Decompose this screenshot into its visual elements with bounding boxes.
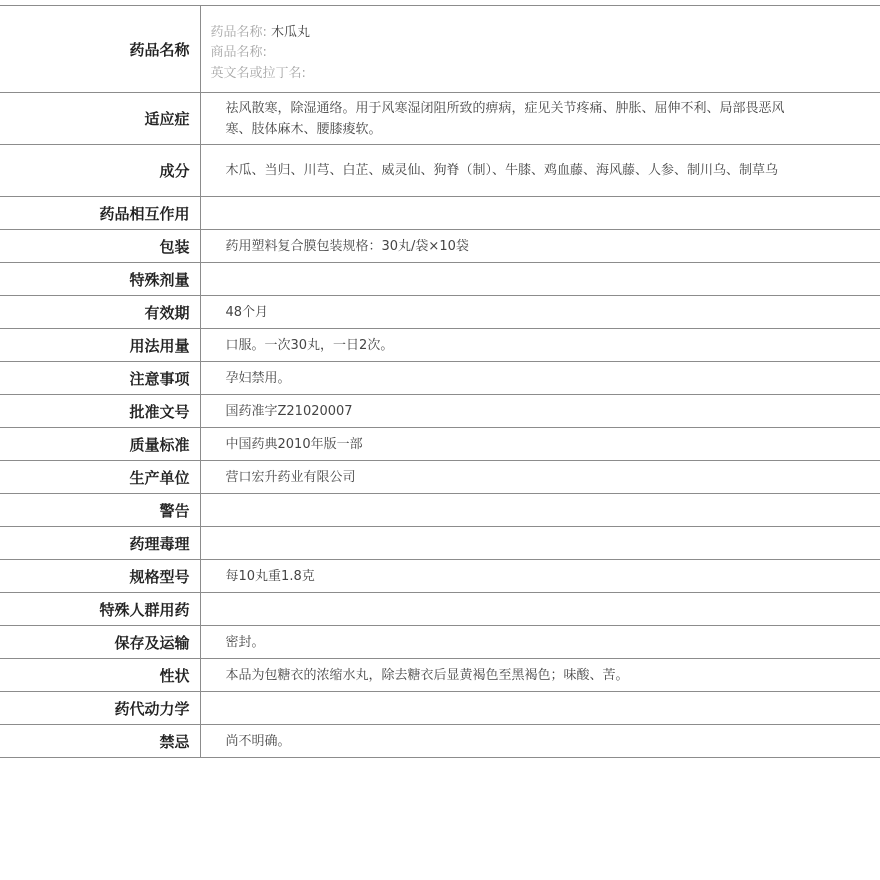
row-value: 营口宏升药业有限公司 xyxy=(200,461,880,494)
row-label: 警告 xyxy=(0,494,200,527)
row-label: 有效期 xyxy=(0,296,200,329)
table-row-indications xyxy=(0,93,880,145)
row-value: 密封。 xyxy=(200,626,880,659)
row-value xyxy=(200,692,880,725)
generic-name-value: 木瓜丸 xyxy=(271,24,311,40)
trade-name-line xyxy=(211,43,801,64)
row-value xyxy=(200,197,880,230)
table-row-special-populations xyxy=(0,593,880,626)
row-value: 每10丸重1.8克 xyxy=(200,560,880,593)
row-value xyxy=(200,593,880,626)
row-label: 成分 xyxy=(0,145,200,197)
table-row-warning xyxy=(0,494,880,527)
row-label: 包装 xyxy=(0,230,200,263)
drug-info-table xyxy=(0,5,880,758)
table-row-precautions xyxy=(0,362,880,395)
table-row-storage xyxy=(0,626,880,659)
row-value xyxy=(200,494,880,527)
row-label: 性状 xyxy=(0,659,200,692)
drug-names-cell xyxy=(200,6,880,93)
row-label: 注意事项 xyxy=(0,362,200,395)
row-label: 生产单位 xyxy=(0,461,200,494)
table-row-pharmacokinetics xyxy=(0,692,880,725)
table-row-shelf-life xyxy=(0,296,880,329)
row-label: 药品名称 xyxy=(0,6,200,93)
row-label: 用法用量 xyxy=(0,329,200,362)
generic-name-label: 药品名称: xyxy=(210,24,267,40)
table-row-special-dosage xyxy=(0,263,880,296)
row-label: 批准文号 xyxy=(0,395,200,428)
table-row-quality-standard xyxy=(0,428,880,461)
table-row-ingredients xyxy=(0,145,880,197)
row-value: 口服。一次30丸，一日2次。 xyxy=(200,329,880,362)
row-value: 本品为包糖衣的浓缩水丸，除去糖衣后显黄褐色至黑褐色；味酸、苦。 xyxy=(200,659,880,692)
english-name-label: 英文名或拉丁名: xyxy=(210,65,306,81)
table-row-specification xyxy=(0,560,880,593)
row-label: 质量标准 xyxy=(0,428,200,461)
row-value: 国药准字Z21020007 xyxy=(200,395,880,428)
table-row-pharmacology xyxy=(0,527,880,560)
table-row-contraindications xyxy=(0,725,880,758)
row-value: 48个月 xyxy=(200,296,880,329)
row-label: 保存及运输 xyxy=(0,626,200,659)
row-label: 药理毒理 xyxy=(0,527,200,560)
row-value xyxy=(200,527,880,560)
row-value xyxy=(200,263,880,296)
row-value: 尚不明确。 xyxy=(200,725,880,758)
table-row-approval-number xyxy=(0,395,880,428)
table-row-manufacturer xyxy=(0,461,880,494)
row-value: 中国药典2010年版一部 xyxy=(200,428,880,461)
row-label: 禁忌 xyxy=(0,725,200,758)
row-value: 祛风散寒，除湿通络。用于风寒湿闭阻所致的痹病，症见关节疼痛、肿胀、屈伸不利、局部畏恶风寒、肢体麻木、腰膝痠软。 xyxy=(200,93,880,145)
row-value: 药用塑料复合膜包装规格：30丸/袋×10袋 xyxy=(200,230,880,263)
row-label: 药代动力学 xyxy=(0,692,200,725)
row-label: 特殊剂量 xyxy=(0,263,200,296)
row-label: 规格型号 xyxy=(0,560,200,593)
row-value: 孕妇禁用。 xyxy=(200,362,880,395)
table-row-description xyxy=(0,659,880,692)
table-row-drug-name xyxy=(0,6,880,93)
table-row-dosage xyxy=(0,329,880,362)
row-value: 木瓜、当归、川芎、白芷、威灵仙、狗脊（制）、牛膝、鸡血藤、海风藤、人参、制川乌、制草乌 xyxy=(200,145,880,197)
row-label: 适应症 xyxy=(0,93,200,145)
row-label: 特殊人群用药 xyxy=(0,593,200,626)
trade-name-label: 商品名称: xyxy=(210,45,267,61)
generic-name-line xyxy=(211,23,801,44)
row-label: 药品相互作用 xyxy=(0,197,200,230)
table-row-interactions xyxy=(0,197,880,230)
english-name-line xyxy=(211,64,801,85)
table-row-packaging xyxy=(0,230,880,263)
